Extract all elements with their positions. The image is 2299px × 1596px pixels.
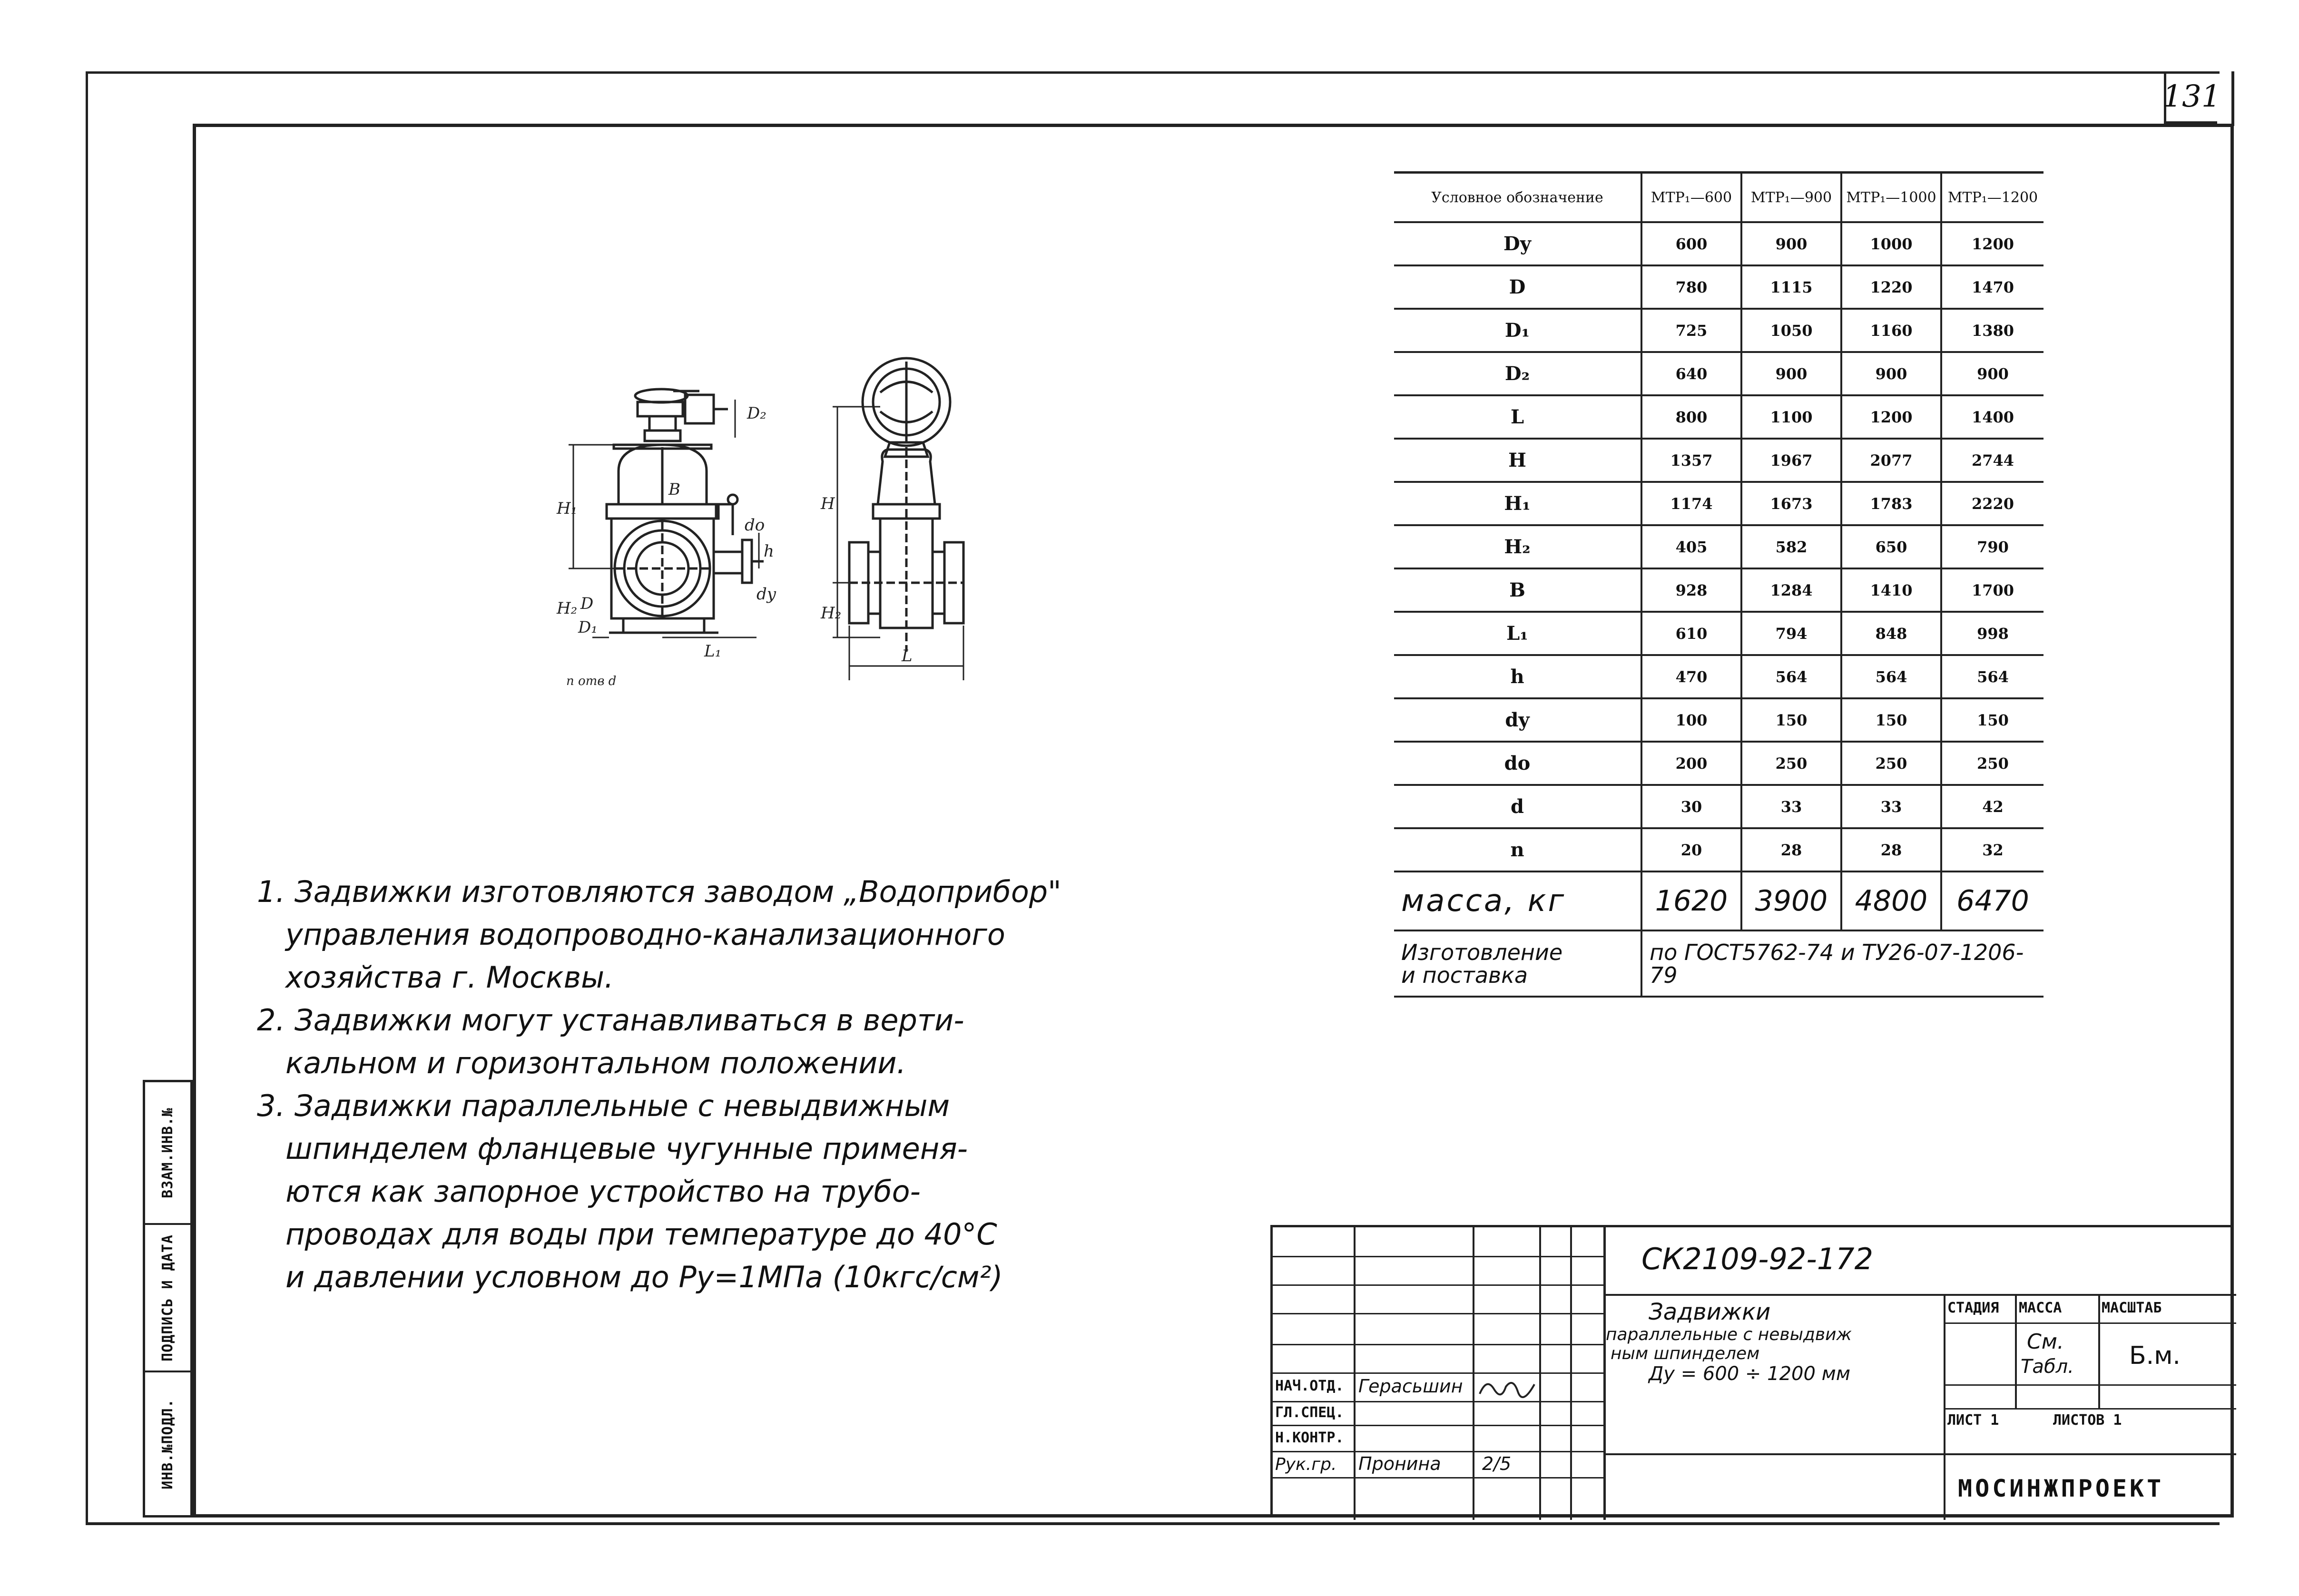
param-value: 200 xyxy=(1641,742,1741,785)
frame-corner-line xyxy=(2231,71,2234,126)
param-value: 640 xyxy=(1641,352,1741,395)
param-value: 1700 xyxy=(1941,568,2044,612)
side-strip xyxy=(143,1080,193,1518)
param-name: Dy xyxy=(1394,222,1641,265)
mass-value: 4800 xyxy=(1841,871,1941,930)
param-value: 900 xyxy=(1741,222,1841,265)
side-cell-replace-inv xyxy=(145,1082,190,1225)
param-value: 2220 xyxy=(1941,482,2044,525)
param-value: 928 xyxy=(1641,568,1741,612)
param-name: D₂ xyxy=(1394,352,1641,395)
organization-name: МОСИНЖПРОЕКТ xyxy=(1958,1475,2164,1502)
sheet-label: ЛИСТ 1 xyxy=(1947,1412,1999,1429)
param-value: 1050 xyxy=(1741,309,1841,352)
spec-col-1200: МТР₁—1200 xyxy=(1941,173,2044,223)
scale-col-label: МАСШТАБ xyxy=(2102,1300,2162,1316)
param-value: 900 xyxy=(1941,352,2044,395)
param-value: 790 xyxy=(1941,525,2044,568)
param-name: n xyxy=(1394,828,1641,871)
note-line: хозяйства г. Москвы. xyxy=(285,960,614,995)
param-name: B xyxy=(1394,568,1641,612)
spec-row xyxy=(1394,655,2044,698)
mass-row xyxy=(1394,871,2044,930)
param-value: 1380 xyxy=(1941,309,2044,352)
side-label-replace-inv: ВЗАМ.ИНВ.№ xyxy=(159,1107,176,1198)
param-value: 1284 xyxy=(1741,568,1841,612)
param-name: L₁ xyxy=(1394,612,1641,655)
param-value: 900 xyxy=(1841,352,1941,395)
spec-row xyxy=(1394,698,2044,742)
sheet-number-box xyxy=(2162,71,2221,124)
param-value: 1357 xyxy=(1641,439,1741,482)
param-value: 564 xyxy=(1741,655,1841,698)
side-cell-sign-date xyxy=(145,1225,190,1372)
param-value: 650 xyxy=(1841,525,1941,568)
doc-title-4: Ду = 600 ÷ 1200 мм xyxy=(1649,1363,1851,1385)
label-side-h2: H₂ xyxy=(821,604,842,623)
spec-row xyxy=(1394,525,2044,568)
param-value: 28 xyxy=(1741,828,1841,871)
spec-table xyxy=(1394,171,2044,998)
name-head-dept: Герасьшин xyxy=(1358,1376,1463,1397)
spec-col-600: МТР₁—600 xyxy=(1641,173,1741,223)
label-side-l: L xyxy=(902,646,913,666)
supply-label-line-1: Изготовление xyxy=(1401,939,1563,965)
param-value: 100 xyxy=(1641,698,1741,742)
note-line: шпинделем фланцевые чугунные применя- xyxy=(285,1131,968,1166)
label-d2: D₂ xyxy=(747,404,766,423)
param-value: 848 xyxy=(1841,612,1941,655)
param-value: 794 xyxy=(1741,612,1841,655)
param-value: 250 xyxy=(1941,742,2044,785)
param-value: 1673 xyxy=(1741,482,1841,525)
doc-code: СК2109-92-172 xyxy=(1641,1242,1874,1276)
param-value: 150 xyxy=(1941,698,2044,742)
side-label-sign-date: ПОДПИСЬ И ДАТА xyxy=(159,1234,176,1361)
side-label-inv-orig: ИНВ.№ПОДЛ. xyxy=(159,1398,176,1489)
spec-col-900: МТР₁—900 xyxy=(1741,173,1841,223)
spec-col-1000: МТР₁—1000 xyxy=(1841,173,1941,223)
sheet-number: 131 xyxy=(2162,78,2221,114)
mass-value-1: См. xyxy=(2027,1330,2064,1354)
label-do: dо xyxy=(745,516,765,535)
doc-title-3: ным шпинделем xyxy=(1611,1344,1760,1363)
title-block xyxy=(1270,1225,2234,1518)
mass-label: масса, кг xyxy=(1394,871,1641,930)
param-value: 1200 xyxy=(1841,395,1941,439)
param-value: 610 xyxy=(1641,612,1741,655)
param-value: 1000 xyxy=(1841,222,1941,265)
supply-label xyxy=(1394,930,1641,997)
param-value: 1174 xyxy=(1641,482,1741,525)
note-line: управления водопроводно-канализационного xyxy=(285,917,1005,952)
spec-row xyxy=(1394,439,2044,482)
param-value: 470 xyxy=(1641,655,1741,698)
mass-value-2: Табл. xyxy=(2021,1356,2074,1378)
spec-header-label: Условное обозначение xyxy=(1394,173,1641,223)
front-bypass xyxy=(714,552,742,573)
role-chief-spec: ГЛ.СПЕЦ. xyxy=(1275,1404,1344,1421)
gate-valve-drawing xyxy=(547,352,1047,723)
param-name: L xyxy=(1394,395,1641,439)
param-name: H xyxy=(1394,439,1641,482)
param-name: D₁ xyxy=(1394,309,1641,352)
param-value: 30 xyxy=(1641,785,1741,828)
param-name: H₁ xyxy=(1394,482,1641,525)
param-value: 725 xyxy=(1641,309,1741,352)
doc-title-2: параллельные с невыдвиж xyxy=(1606,1325,1852,1344)
note-line: проводах для воды при температуре до 40°С xyxy=(285,1217,997,1252)
param-value: 780 xyxy=(1641,265,1741,309)
param-value: 1967 xyxy=(1741,439,1841,482)
supply-value: по ГОСТ5762-74 и ТУ26-07-1206-79 xyxy=(1641,930,2044,997)
param-name: d xyxy=(1394,785,1641,828)
param-value: 564 xyxy=(1841,655,1941,698)
mass-col-label: МАССА xyxy=(2019,1300,2062,1316)
param-value: 600 xyxy=(1641,222,1741,265)
signature-head-dept xyxy=(1477,1375,1539,1401)
param-value: 28 xyxy=(1841,828,1941,871)
param-value: 582 xyxy=(1741,525,1841,568)
mass-value: 3900 xyxy=(1741,871,1841,930)
spec-row xyxy=(1394,612,2044,655)
label-d: D xyxy=(580,594,594,613)
param-name: H₂ xyxy=(1394,525,1641,568)
label-b: B xyxy=(668,480,680,499)
name-group-lead: Пронина xyxy=(1358,1453,1441,1474)
param-name: D xyxy=(1394,265,1641,309)
note-line: ются как запорное устройство на трубо- xyxy=(285,1174,921,1209)
doc-title-1: Задвижки xyxy=(1649,1299,1771,1325)
spec-row xyxy=(1394,828,2044,871)
param-value: 150 xyxy=(1841,698,1941,742)
param-value: 150 xyxy=(1741,698,1841,742)
label-h-small: h xyxy=(764,542,774,561)
param-value: 250 xyxy=(1741,742,1841,785)
param-value: 900 xyxy=(1741,352,1841,395)
param-name: h xyxy=(1394,655,1641,698)
param-value: 20 xyxy=(1641,828,1741,871)
label-d1: D₁ xyxy=(578,618,598,637)
mass-value: 1620 xyxy=(1641,871,1741,930)
param-name: dy xyxy=(1394,698,1641,742)
param-value: 42 xyxy=(1941,785,2044,828)
label-h1: H₁ xyxy=(557,499,578,518)
param-value: 1470 xyxy=(1941,265,2044,309)
param-value: 405 xyxy=(1641,525,1741,568)
spec-row xyxy=(1394,309,2044,352)
date-group-lead: 2/5 xyxy=(1482,1453,1512,1474)
label-l1: L₁ xyxy=(704,642,722,661)
param-value: 1783 xyxy=(1841,482,1941,525)
param-value: 800 xyxy=(1641,395,1741,439)
spec-row xyxy=(1394,265,2044,309)
scale-value: Б.м. xyxy=(2129,1341,2181,1370)
role-group-lead: Рук.гр. xyxy=(1275,1455,1337,1474)
side-cell-inv-orig xyxy=(145,1372,190,1515)
note-line: и давлении условном до Ру=1МПа (10кгс/см²) xyxy=(285,1260,1003,1294)
spec-header-row xyxy=(1394,173,2044,223)
role-head-dept: НАЧ.ОТД. xyxy=(1275,1378,1344,1394)
mass-value: 6470 xyxy=(1941,871,2044,930)
spec-row xyxy=(1394,568,2044,612)
sheets-label: ЛИСТОВ 1 xyxy=(2053,1412,2122,1429)
note-line: 2. Задвижки могут устанавливаться в верти- xyxy=(257,1003,964,1038)
param-name: dо xyxy=(1394,742,1641,785)
param-value: 1160 xyxy=(1841,309,1941,352)
label-bolts: n отв d xyxy=(566,674,617,688)
supply-row xyxy=(1394,930,2044,997)
label-dy: dy xyxy=(757,585,776,604)
role-norm-control: Н.КОНТР. xyxy=(1275,1430,1344,1446)
note-line: кальном и горизонтальном положении. xyxy=(285,1046,906,1080)
front-middle-flange xyxy=(607,504,718,519)
spec-row xyxy=(1394,222,2044,265)
param-value: 1100 xyxy=(1741,395,1841,439)
param-value: 2077 xyxy=(1841,439,1941,482)
param-value: 33 xyxy=(1741,785,1841,828)
spec-row xyxy=(1394,482,2044,525)
param-value: 250 xyxy=(1841,742,1941,785)
label-h2-front: H₂ xyxy=(557,599,578,618)
param-value: 2744 xyxy=(1941,439,2044,482)
notes-block xyxy=(257,871,1256,1299)
supply-label-line-2: и поставка xyxy=(1401,962,1528,988)
param-value: 998 xyxy=(1941,612,2044,655)
spec-row xyxy=(1394,742,2044,785)
param-value: 1400 xyxy=(1941,395,2044,439)
param-value: 1410 xyxy=(1841,568,1941,612)
spec-row xyxy=(1394,395,2044,439)
param-value: 32 xyxy=(1941,828,2044,871)
note-line: 3. Задвижки параллельные с невыдвижным xyxy=(257,1088,950,1123)
param-value: 33 xyxy=(1841,785,1941,828)
param-value: 1220 xyxy=(1841,265,1941,309)
note-line: 1. Задвижки изготовляются заводом „Водоприбор" xyxy=(257,874,1061,909)
spec-row xyxy=(1394,352,2044,395)
spec-row xyxy=(1394,785,2044,828)
param-value: 564 xyxy=(1941,655,2044,698)
param-value: 1115 xyxy=(1741,265,1841,309)
param-value: 1200 xyxy=(1941,222,2044,265)
stage-label: СТАДИЯ xyxy=(1947,1300,1999,1316)
label-side-h: H xyxy=(821,494,835,513)
